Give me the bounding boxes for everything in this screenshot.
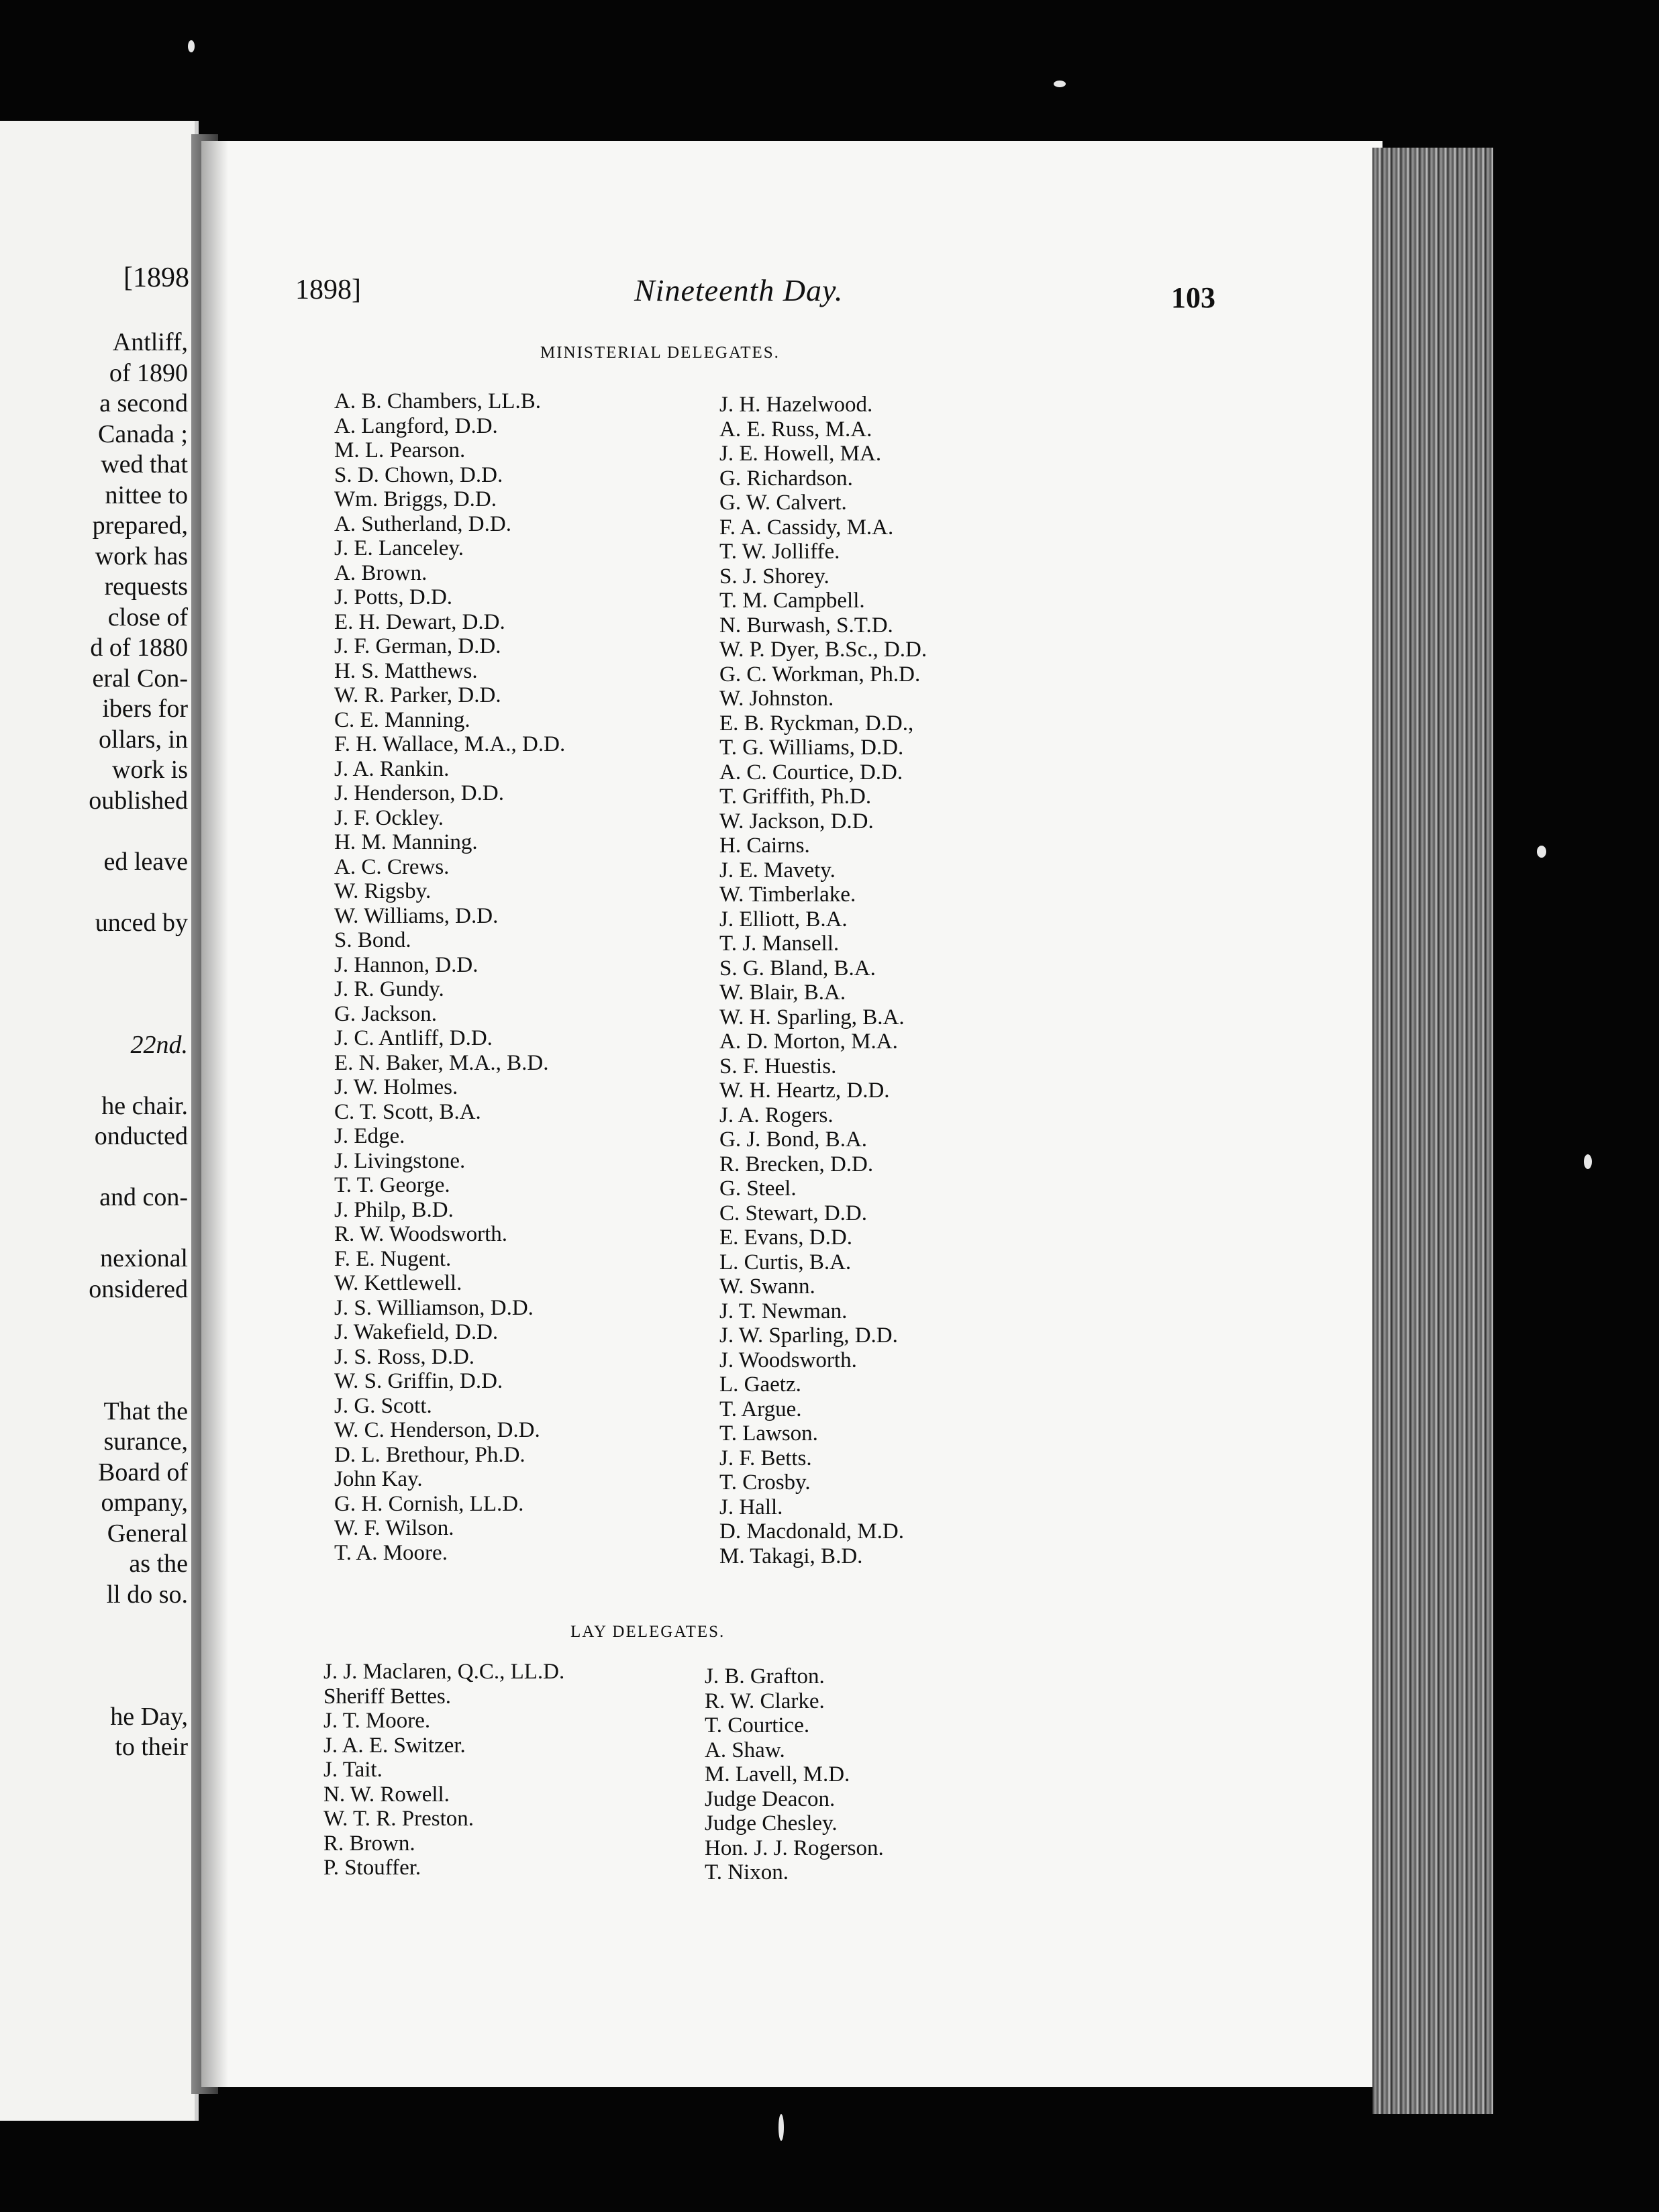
delegate-name: T. Lawson. (719, 1421, 818, 1446)
delegate-name: J. C. Antliff, D.D. (334, 1026, 493, 1050)
delegate-name: A. C. Crews. (334, 854, 450, 879)
delegate-name: R. Brecken, D.D. (719, 1152, 874, 1176)
delegate-name: E. B. Ryckman, D.D., (719, 711, 914, 736)
delegate-name: A. C. Courtice, D.D. (719, 760, 903, 785)
delegate-name: J. Hall. (719, 1495, 783, 1519)
left-page-line (0, 816, 188, 847)
delegate-name: G. J. Bond, B.A. (719, 1127, 868, 1152)
left-page-running-year: [1898 (123, 262, 189, 293)
lay-delegates-right-column (705, 1664, 884, 1885)
delegate-name: W. Williams, D.D. (334, 903, 499, 928)
delegate-name: S. J. Shorey. (719, 564, 830, 589)
delegate-name: T. W. Jolliffe. (719, 540, 840, 564)
delegate-name: Judge Chesley. (705, 1811, 838, 1836)
left-page-line (0, 1213, 188, 1244)
delegate-name: S. D. Chown, D.D. (334, 462, 503, 487)
delegate-name: T. A. Moore. (334, 1540, 448, 1565)
delegate-name: W. Kettlewell. (334, 1271, 462, 1295)
delegate-name: A. Shaw. (705, 1738, 785, 1762)
film-speck (1537, 846, 1546, 858)
delegate-name: J. Wakefield, D.D. (334, 1320, 499, 1344)
delegate-name: J. Hannon, D.D. (334, 952, 479, 977)
lay-delegates-left-column (323, 1660, 564, 1880)
delegate-name: A. B. Chambers, LL.B. (334, 389, 541, 413)
left-page-line: ollars, in (99, 725, 188, 754)
delegate-name: J. W. Sparling, D.D. (719, 1323, 898, 1348)
delegate-name: S. Bond. (334, 928, 411, 952)
delegate-name: J. S. Williamson, D.D. (334, 1295, 534, 1320)
delegate-name: W. R. Parker, D.D. (334, 683, 501, 707)
left-page-line: Board of (97, 1458, 188, 1487)
delegate-name: T. Argue. (719, 1397, 802, 1421)
left-page-line: eral Con- (92, 664, 188, 693)
delegate-name: J. B. Grafton. (705, 1664, 825, 1689)
delegate-name: Judge Deacon. (705, 1787, 836, 1811)
left-page-line: a second (99, 389, 188, 417)
delegate-name: G. Jackson. (334, 1001, 438, 1026)
delegate-name: T. G. Williams, D.D. (719, 736, 904, 760)
left-page-line (0, 1060, 188, 1091)
running-head-title: Nineteenth Day. (634, 273, 844, 307)
delegate-name: S. F. Huestis. (719, 1054, 837, 1078)
delegate-name: J. Tait. (323, 1758, 383, 1782)
page-binding-shadow (201, 141, 228, 2087)
delegate-name: S. G. Bland, B.A. (719, 956, 876, 981)
delegate-name: A. E. Russ, M.A. (719, 417, 872, 442)
delegate-name: J. T. Moore. (323, 1709, 431, 1733)
left-page-line (0, 938, 188, 969)
delegate-name: Wm. Briggs, D.D. (334, 487, 497, 511)
delegate-name: John Kay. (334, 1467, 423, 1491)
delegate-name: W. T. R. Preston. (323, 1807, 474, 1831)
film-speck (188, 40, 195, 52)
left-page-line: That the (103, 1397, 188, 1425)
left-page-line: ed leave (103, 847, 188, 876)
delegate-name: M. L. Pearson. (334, 438, 466, 462)
delegate-name: T. M. Campbell. (719, 589, 865, 613)
delegate-name: L. Curtis, B.A. (719, 1250, 852, 1274)
running-head-year: 1898] (295, 274, 361, 305)
delegate-name: W. P. Dyer, B.Sc., D.D. (719, 638, 927, 662)
delegate-name: T. Crosby. (719, 1470, 811, 1495)
delegate-name: T. T. George. (334, 1173, 450, 1197)
delegate-name: A. Langford, D.D. (334, 413, 498, 438)
delegate-name: J. A. Rogers. (719, 1103, 834, 1127)
delegate-name: M. Lavell, M.D. (705, 1762, 850, 1787)
left-page-line (0, 1366, 188, 1397)
delegate-name: N. W. Rowell. (323, 1782, 450, 1807)
delegate-name: W. Rigsby. (334, 879, 432, 903)
page-edges (1372, 148, 1493, 2114)
previous-page-fragment (0, 121, 199, 2121)
ministerial-delegates-heading: MINISTERIAL DELEGATES. (540, 344, 780, 362)
left-page-line: close of (107, 603, 188, 632)
left-page-line (0, 969, 188, 1000)
left-page-line: surance, (103, 1427, 188, 1456)
left-page-line: nexional (100, 1244, 188, 1272)
left-page-line (0, 1152, 188, 1183)
left-page-line: Antliff, (112, 328, 188, 356)
delegate-name: J. F. Ockley. (334, 805, 444, 830)
delegate-name: R. W. Clarke. (705, 1689, 825, 1713)
left-page-line (0, 1305, 188, 1336)
film-speck (778, 2114, 784, 2141)
delegate-name: J. Edge. (334, 1124, 405, 1148)
left-page-line: ibers for (102, 695, 188, 723)
left-page-line (0, 877, 188, 908)
delegate-name: W. Timberlake. (719, 883, 856, 907)
delegate-name: J. J. Maclaren, Q.C., LL.D. (323, 1660, 565, 1684)
left-page-line: onsidered (89, 1274, 188, 1303)
delegate-name: W. S. Griffin, D.D. (334, 1369, 503, 1393)
left-page-line: d of 1880 (90, 634, 188, 662)
delegate-name: W. Johnston. (719, 687, 834, 711)
delegate-name: J. T. Newman. (719, 1299, 848, 1323)
delegate-name: J. Henderson, D.D. (334, 781, 504, 805)
left-page-line: oublished (89, 786, 188, 815)
delegate-name: H. S. Matthews. (334, 658, 478, 683)
delegate-name: J. F. German, D.D. (334, 634, 501, 658)
delegate-name: J. E. Mavety. (719, 858, 836, 883)
film-speck (1054, 81, 1066, 87)
delegate-name: H. M. Manning. (334, 830, 478, 854)
delegate-name: F. A. Cassidy, M.A. (719, 515, 894, 540)
left-page-line: prepared, (92, 511, 188, 540)
delegate-name: J. S. Ross, D.D. (334, 1344, 475, 1369)
delegate-name: J. R. Gundy. (334, 977, 444, 1001)
delegate-name: P. Stouffer. (323, 1856, 421, 1880)
delegate-name: T. Courtice. (705, 1713, 810, 1738)
delegate-name: W. F. Wilson. (334, 1516, 454, 1540)
delegate-name: G. Steel. (719, 1176, 797, 1201)
delegate-name: D. L. Brethour, Ph.D. (334, 1442, 525, 1467)
delegate-name: A. Brown. (334, 560, 428, 585)
delegate-name: F. H. Wallace, M.A., D.D. (334, 732, 566, 756)
delegate-name: R. W. Woodsworth. (334, 1222, 508, 1246)
delegate-name: T. J. Mansell. (719, 932, 840, 956)
delegate-name: Sheriff Bettes. (323, 1684, 452, 1709)
delegate-name: J. Potts, D.D. (334, 585, 453, 609)
delegate-name: J. E. Howell, MA. (719, 442, 882, 466)
delegate-name: W. H. Heartz, D.D. (719, 1078, 890, 1103)
delegate-name: W. Jackson, D.D. (719, 809, 874, 834)
delegate-name: A. D. Morton, M.A. (719, 1029, 898, 1054)
delegate-name: L. Gaetz. (719, 1372, 801, 1397)
left-page-line: unced by (95, 908, 188, 937)
delegate-name: W. Blair, B.A. (719, 981, 846, 1005)
left-page-line: ompany, (101, 1489, 188, 1517)
delegate-name: W. H. Sparling, B.A. (719, 1005, 905, 1029)
film-speck (1584, 1154, 1592, 1169)
left-page-line: Canada ; (97, 419, 188, 448)
delegate-name: M. Takagi, B.D. (719, 1544, 863, 1568)
left-page-line: and con- (99, 1183, 188, 1211)
left-page-line: to their (115, 1733, 188, 1761)
delegate-name: Hon. J. J. Rogerson. (705, 1836, 884, 1860)
left-page-line: he chair. (101, 1091, 188, 1120)
left-page-text-column (0, 328, 188, 1763)
left-page-line: of 1890 (109, 358, 188, 387)
delegate-name: J. Woodsworth. (719, 1348, 857, 1372)
delegate-name: C. E. Manning. (334, 707, 470, 732)
ministerial-delegates-left-column (334, 389, 565, 1565)
delegate-name: C. T. Scott, B.A. (334, 1099, 481, 1124)
left-page-line: onducted (94, 1122, 188, 1150)
delegate-name: E. H. Dewart, D.D. (334, 609, 505, 634)
delegate-name: F. E. Nugent. (334, 1246, 452, 1271)
page-number: 103 (1171, 281, 1215, 314)
delegate-name: T. Nixon. (705, 1860, 789, 1884)
left-page-line (0, 999, 188, 1030)
delegate-name: A. Sutherland, D.D. (334, 511, 511, 536)
left-page-line: 22nd. (130, 1030, 188, 1059)
delegate-name: R. Brown. (323, 1831, 415, 1856)
left-page-line: requests (104, 572, 188, 601)
delegate-name: N. Burwash, S.T.D. (719, 613, 893, 638)
delegate-name: W. C. Henderson, D.D. (334, 1418, 540, 1442)
delegate-name: T. Griffith, Ph.D. (719, 785, 872, 809)
delegate-name: G. C. Workman, Ph.D. (719, 662, 921, 687)
delegate-name: G. W. Calvert. (719, 491, 847, 515)
delegate-name: J. A. Rankin. (334, 756, 450, 781)
delegate-name: J. A. E. Switzer. (323, 1733, 466, 1758)
delegate-name: C. Stewart, D.D. (719, 1201, 867, 1225)
delegate-name: J. Livingstone. (334, 1148, 466, 1173)
delegate-name: W. Swann. (719, 1274, 815, 1299)
left-page-line: as the (129, 1550, 188, 1578)
left-page-line (0, 1641, 188, 1672)
delegate-name: J. F. Betts. (719, 1446, 812, 1470)
left-page-line (0, 1671, 188, 1702)
delegate-name: H. Cairns. (719, 834, 810, 858)
ministerial-delegates-right-column (719, 393, 927, 1568)
left-page-line: ll do so. (106, 1580, 188, 1609)
left-page-line: wed that (101, 450, 188, 479)
left-page-line: he Day, (110, 1702, 188, 1731)
delegate-name: E. Evans, D.D. (719, 1225, 852, 1250)
left-page-line: work is (112, 756, 188, 784)
delegate-name: G. H. Cornish, LL.D. (334, 1491, 524, 1516)
left-page-line (0, 1336, 188, 1366)
delegate-name: G. Richardson. (719, 466, 853, 491)
delegate-name: J. H. Hazelwood. (719, 393, 873, 417)
delegate-name: J. Elliott, B.A. (719, 907, 848, 932)
delegate-name: J. W. Holmes. (334, 1075, 458, 1099)
left-page-line (0, 1610, 188, 1641)
delegate-name: J. E. Lanceley. (334, 536, 464, 560)
left-page-line: nittee to (105, 481, 188, 509)
delegate-name: D. Macdonald, M.D. (719, 1519, 904, 1544)
left-page-line: General (107, 1519, 188, 1548)
delegate-name: E. N. Baker, M.A., B.D. (334, 1050, 549, 1075)
delegate-name: J. Philp, B.D. (334, 1197, 454, 1222)
lay-delegates-heading: LAY DELEGATES. (570, 1623, 725, 1641)
left-page-line: work has (95, 542, 188, 570)
delegate-name: J. G. Scott. (334, 1393, 432, 1418)
